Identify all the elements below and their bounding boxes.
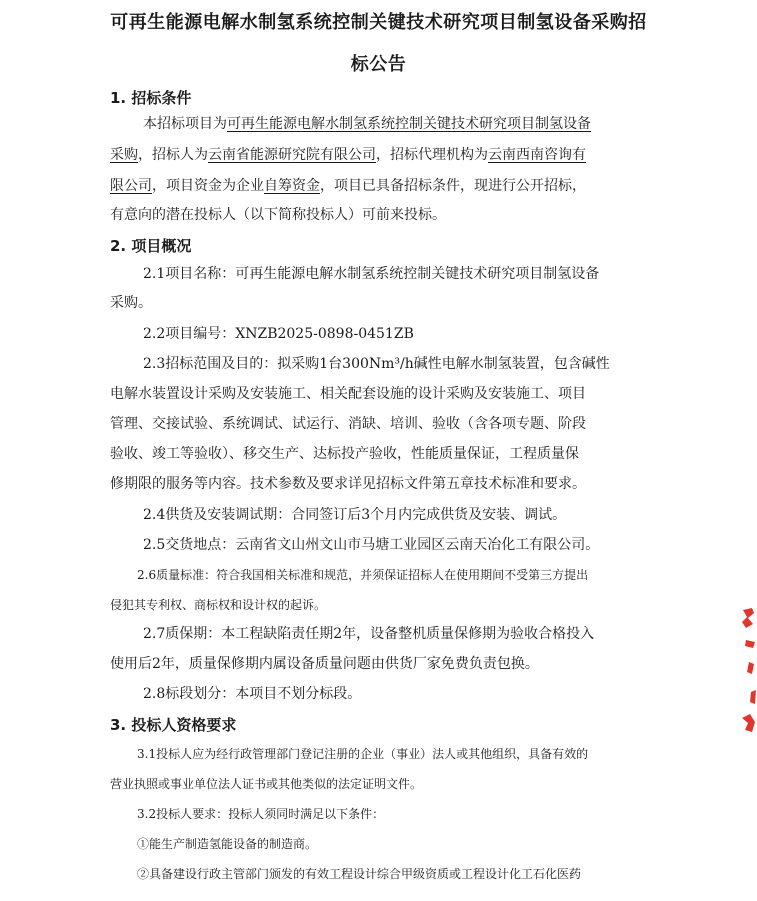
condition-1: ①能生产制造氢能设备的制造商。 xyxy=(137,837,318,851)
item-2-3: 2.3招标范围及目的：拟采购1台300Nm³/h碱性电解水制氢装置，包含碱性 xyxy=(143,356,610,372)
red-seal-stamp-fragment xyxy=(740,600,757,750)
s1-line-1 xyxy=(143,115,591,133)
item-3-2: 3.2投标人要求：投标人须同时满足以下条件： xyxy=(137,807,385,821)
item-2-1-cont: 采购。 xyxy=(110,295,152,311)
s1-text: 本招标项目为 xyxy=(143,116,227,132)
item-2-3-cont-3: 验收、竣工等验收）、移交生产、达标投产验收，性能质量保证，工程质量保 xyxy=(110,446,579,462)
section-3-heading: 3. 投标人资格要求 xyxy=(110,716,237,734)
item-2-8: 2.8标段划分：本项目不划分标段。 xyxy=(143,686,362,702)
document-title-line-2: 标公告 xyxy=(350,54,407,75)
s1-line-2 xyxy=(110,146,586,164)
item-2-6: 2.6质量标准：符合我国相关标准和规范，并须保证招标人在使用期间不受第三方提出 xyxy=(137,568,589,582)
s1-text: ，项目资金为企业 xyxy=(152,178,264,194)
agent-underlined: 云南西南咨询有 xyxy=(488,147,586,163)
s1-line-4: 有意向的潜在投标人（以下简称投标人）可前来投标。 xyxy=(110,207,446,223)
item-2-7-cont: 使用后2年，质量保修期内属设备质量问题由供货厂家免费负责包换。 xyxy=(110,656,539,672)
item-2-2: 2.2项目编号：XNZB2025-0898-0451ZB xyxy=(143,326,414,342)
item-2-5: 2.5交货地点：云南省文山州文山市马塘工业园区云南天冶化工有限公司。 xyxy=(143,537,600,553)
item-2-4: 2.4供货及安装调试期：合同签订后3个月内完成供货及安装、调试。 xyxy=(143,507,567,523)
item-2-3-cont-1: 电解水装置设计采购及安装施工、相关配套设施的设计采购及安装施工、项目 xyxy=(110,386,586,402)
project-name-underlined: 可再生能源电解水制氢系统控制关键技术研究项目制氢设备 xyxy=(227,116,591,132)
s1-text: ，招标代理机构为 xyxy=(376,147,488,163)
document-title-line-1: 可再生能源电解水制氢系统控制关键技术研究项目制氢设备采购招 xyxy=(110,12,647,33)
fund-underlined: 自筹资金 xyxy=(264,178,320,194)
item-2-3-cont-4: 修期限的服务等内容。技术参数及要求详见招标文件第五章技术标准和要求。 xyxy=(110,476,586,492)
tenderer-underlined: 云南省能源研究院有限公司 xyxy=(208,147,376,163)
item-2-1: 2.1项目名称：可再生能源电解水制氢系统控制关键技术研究项目制氢设备 xyxy=(143,266,600,282)
section-2-heading: 2. 项目概况 xyxy=(110,237,192,255)
agent-underlined-cont: 限公司 xyxy=(110,178,152,194)
item-3-1: 3.1投标人应为经行政管理部门登记注册的企业（事业）法人或其他组织，具备有效的 xyxy=(137,747,589,761)
s1-text: ，项目已具备招标条件，现进行公开招标， xyxy=(320,178,586,194)
project-name-underlined-cont: 采购 xyxy=(110,147,138,163)
item-2-6-cont: 侵犯其专利权、商标权和设计权的起诉。 xyxy=(110,598,327,612)
item-2-3-cont-2: 管理、交接试验、系统调试、试运行、消缺、培训、验收（含各项专题、阶段 xyxy=(110,416,586,432)
section-1-heading: 1. 招标条件 xyxy=(110,89,192,107)
s1-text: ，招标人为 xyxy=(138,147,208,163)
condition-2: ②具备建设行政主管部门颁发的有效工程设计综合甲级资质或工程设计化工石化医药 xyxy=(137,867,582,881)
s1-line-3 xyxy=(110,177,586,195)
item-3-1-cont: 营业执照或事业单位法人证书或其他类似的法定证明文件。 xyxy=(110,777,423,791)
item-2-7: 2.7质保期：本工程缺陷责任期2年，设备整机质量保修期为验收合格投入 xyxy=(143,626,595,642)
